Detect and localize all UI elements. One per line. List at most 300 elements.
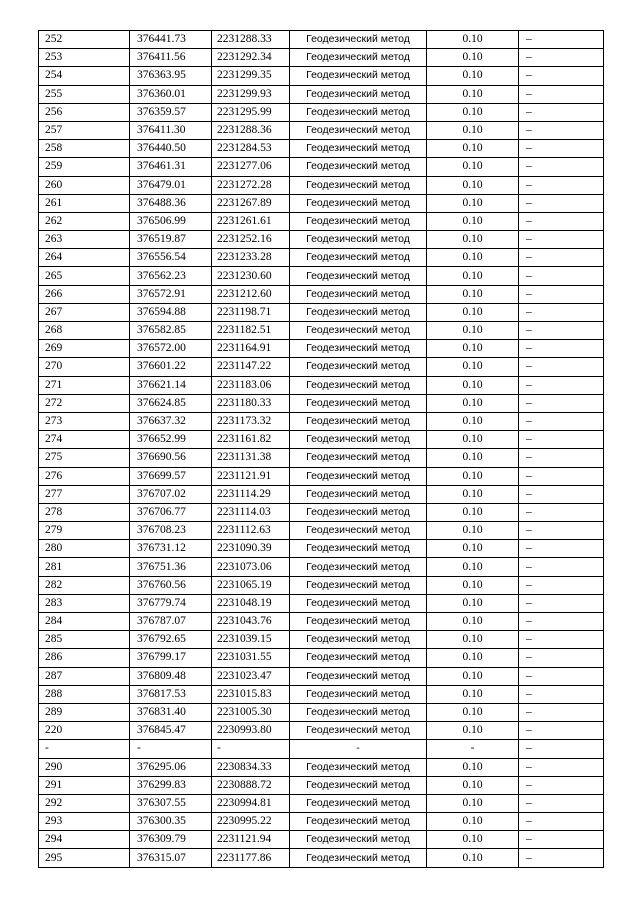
method-cell: Геодезический метод (290, 212, 427, 230)
note-cell: – (519, 158, 604, 176)
note-cell: – (519, 740, 604, 758)
point-number-cell: 256 (39, 103, 130, 121)
method-cell: Геодезический метод (290, 103, 427, 121)
y-coordinate-cell: - (212, 740, 290, 758)
x-coordinate-cell: 376751.36 (130, 558, 212, 576)
table-row (39, 67, 604, 85)
y-coordinate-cell: 2231233.28 (212, 249, 290, 267)
point-number-cell: 276 (39, 467, 130, 485)
point-number-cell: 294 (39, 831, 130, 849)
y-coordinate-cell: 2230993.80 (212, 722, 290, 740)
x-coordinate-cell: 376707.02 (130, 485, 212, 503)
method-cell: Геодезический метод (290, 431, 427, 449)
note-cell: – (519, 613, 604, 631)
y-coordinate-cell: 2231299.35 (212, 67, 290, 85)
table-row (39, 394, 604, 412)
note-cell: – (519, 431, 604, 449)
point-number-cell: 281 (39, 558, 130, 576)
y-coordinate-cell: 2231065.19 (212, 576, 290, 594)
note-cell: – (519, 576, 604, 594)
y-coordinate-cell: 2230888.72 (212, 776, 290, 794)
accuracy-cell: 0.10 (427, 303, 519, 321)
table-row (39, 431, 604, 449)
method-cell: Геодезический метод (290, 467, 427, 485)
method-cell: Геодезический метод (290, 376, 427, 394)
table-row (39, 794, 604, 812)
table-row (39, 176, 604, 194)
table-row (39, 231, 604, 249)
note-cell: – (519, 758, 604, 776)
method-cell: - (290, 740, 427, 758)
accuracy-cell: 0.10 (427, 176, 519, 194)
note-cell: – (519, 303, 604, 321)
y-coordinate-cell: 2231161.82 (212, 431, 290, 449)
accuracy-cell: 0.10 (427, 412, 519, 430)
table-row (39, 376, 604, 394)
method-cell: Геодезический метод (290, 121, 427, 139)
accuracy-cell: 0.10 (427, 285, 519, 303)
note-cell: – (519, 103, 604, 121)
point-number-cell: 283 (39, 594, 130, 612)
method-cell: Геодезический метод (290, 340, 427, 358)
x-coordinate-cell: 376809.48 (130, 667, 212, 685)
table-row (39, 121, 604, 139)
note-cell: – (519, 31, 604, 49)
point-number-cell: 282 (39, 576, 130, 594)
x-coordinate-cell: 376706.77 (130, 503, 212, 521)
x-coordinate-cell: 376411.30 (130, 121, 212, 139)
y-coordinate-cell: 2231112.63 (212, 522, 290, 540)
accuracy-cell: 0.10 (427, 503, 519, 521)
x-coordinate-cell: 376572.91 (130, 285, 212, 303)
note-cell: – (519, 267, 604, 285)
method-cell: Геодезический метод (290, 158, 427, 176)
accuracy-cell: 0.10 (427, 794, 519, 812)
x-coordinate-cell: - (130, 740, 212, 758)
y-coordinate-cell: 2231090.39 (212, 540, 290, 558)
note-cell: – (519, 522, 604, 540)
note-cell: – (519, 176, 604, 194)
point-number-cell: 263 (39, 231, 130, 249)
table-row (39, 340, 604, 358)
method-cell: Геодезический метод (290, 594, 427, 612)
y-coordinate-cell: 2231295.99 (212, 103, 290, 121)
note-cell: – (519, 449, 604, 467)
point-number-cell: 287 (39, 667, 130, 685)
y-coordinate-cell: 2231039.15 (212, 631, 290, 649)
method-cell: Геодезический метод (290, 667, 427, 685)
point-number-cell: 269 (39, 340, 130, 358)
point-number-cell: 275 (39, 449, 130, 467)
method-cell: Геодезический метод (290, 303, 427, 321)
note-cell: – (519, 594, 604, 612)
x-coordinate-cell: 376441.73 (130, 31, 212, 49)
accuracy-cell: 0.10 (427, 522, 519, 540)
method-cell: Геодезический метод (290, 503, 427, 521)
table-row (39, 558, 604, 576)
x-coordinate-cell: 376792.65 (130, 631, 212, 649)
x-coordinate-cell: 376359.57 (130, 103, 212, 121)
x-coordinate-cell: 376601.22 (130, 358, 212, 376)
method-cell: Геодезический метод (290, 794, 427, 812)
point-number-cell: 220 (39, 722, 130, 740)
accuracy-cell: 0.10 (427, 831, 519, 849)
table-row (39, 358, 604, 376)
y-coordinate-cell: 2231198.71 (212, 303, 290, 321)
table-row (39, 249, 604, 267)
method-cell: Геодезический метод (290, 267, 427, 285)
x-coordinate-cell: 376519.87 (130, 231, 212, 249)
x-coordinate-cell: 376300.35 (130, 813, 212, 831)
x-coordinate-cell: 376731.12 (130, 540, 212, 558)
point-number-cell: 292 (39, 794, 130, 812)
point-number-cell: 270 (39, 358, 130, 376)
x-coordinate-cell: 376315.07 (130, 849, 212, 867)
table-row (39, 667, 604, 685)
y-coordinate-cell: 2231114.29 (212, 485, 290, 503)
table-row (39, 703, 604, 721)
accuracy-cell: 0.10 (427, 649, 519, 667)
accuracy-cell: 0.10 (427, 576, 519, 594)
accuracy-cell: 0.10 (427, 722, 519, 740)
table-row (39, 740, 604, 758)
accuracy-cell: 0.10 (427, 158, 519, 176)
y-coordinate-cell: 2231043.76 (212, 613, 290, 631)
y-coordinate-cell: 2231147.22 (212, 358, 290, 376)
table-row (39, 449, 604, 467)
table-row (39, 503, 604, 521)
y-coordinate-cell: 2231015.83 (212, 685, 290, 703)
accuracy-cell: 0.10 (427, 322, 519, 340)
table-row (39, 649, 604, 667)
x-coordinate-cell: 376831.40 (130, 703, 212, 721)
method-cell: Геодезический метод (290, 249, 427, 267)
x-coordinate-cell: 376309.79 (130, 831, 212, 849)
point-number-cell: 267 (39, 303, 130, 321)
note-cell: – (519, 831, 604, 849)
accuracy-cell: 0.10 (427, 194, 519, 212)
x-coordinate-cell: 376363.95 (130, 67, 212, 85)
accuracy-cell: 0.10 (427, 249, 519, 267)
accuracy-cell: 0.10 (427, 121, 519, 139)
y-coordinate-cell: 2231048.19 (212, 594, 290, 612)
table-row (39, 631, 604, 649)
table-row (39, 685, 604, 703)
method-cell: Геодезический метод (290, 140, 427, 158)
x-coordinate-cell: 376799.17 (130, 649, 212, 667)
method-cell: Геодезический метод (290, 722, 427, 740)
x-coordinate-cell: 376440.50 (130, 140, 212, 158)
accuracy-cell: 0.10 (427, 667, 519, 685)
method-cell: Геодезический метод (290, 685, 427, 703)
method-cell: Геодезический метод (290, 649, 427, 667)
x-coordinate-cell: 376572.00 (130, 340, 212, 358)
accuracy-cell: 0.10 (427, 758, 519, 776)
point-number-cell: 295 (39, 849, 130, 867)
accuracy-cell: - (427, 740, 519, 758)
method-cell: Геодезический метод (290, 231, 427, 249)
method-cell: Геодезический метод (290, 67, 427, 85)
y-coordinate-cell: 2230994.81 (212, 794, 290, 812)
y-coordinate-cell: 2231272.28 (212, 176, 290, 194)
table-row (39, 758, 604, 776)
table-row (39, 412, 604, 430)
note-cell: – (519, 703, 604, 721)
x-coordinate-cell: 376461.31 (130, 158, 212, 176)
method-cell: Геодезический метод (290, 449, 427, 467)
x-coordinate-cell: 376582.85 (130, 322, 212, 340)
y-coordinate-cell: 2231277.06 (212, 158, 290, 176)
y-coordinate-cell: 2231121.94 (212, 831, 290, 849)
note-cell: – (519, 503, 604, 521)
note-cell: – (519, 722, 604, 740)
method-cell: Геодезический метод (290, 613, 427, 631)
y-coordinate-cell: 2231252.16 (212, 231, 290, 249)
accuracy-cell: 0.10 (427, 594, 519, 612)
point-number-cell: 271 (39, 376, 130, 394)
accuracy-cell: 0.10 (427, 540, 519, 558)
x-coordinate-cell: 376652.99 (130, 431, 212, 449)
table-row (39, 831, 604, 849)
method-cell: Геодезический метод (290, 176, 427, 194)
method-cell: Геодезический метод (290, 412, 427, 430)
table-row (39, 722, 604, 740)
x-coordinate-cell: 376506.99 (130, 212, 212, 230)
note-cell: – (519, 340, 604, 358)
x-coordinate-cell: 376845.47 (130, 722, 212, 740)
accuracy-cell: 0.10 (427, 376, 519, 394)
accuracy-cell: 0.10 (427, 703, 519, 721)
point-number-cell: 262 (39, 212, 130, 230)
method-cell: Геодезический метод (290, 703, 427, 721)
table-row (39, 194, 604, 212)
method-cell: Геодезический метод (290, 31, 427, 49)
method-cell: Геодезический метод (290, 322, 427, 340)
accuracy-cell: 0.10 (427, 449, 519, 467)
y-coordinate-cell: 2231288.33 (212, 31, 290, 49)
accuracy-cell: 0.10 (427, 485, 519, 503)
note-cell: – (519, 685, 604, 703)
x-coordinate-cell: 376479.01 (130, 176, 212, 194)
table-row (39, 140, 604, 158)
table-row (39, 522, 604, 540)
x-coordinate-cell: 376621.14 (130, 376, 212, 394)
point-number-cell: 254 (39, 67, 130, 85)
accuracy-cell: 0.10 (427, 67, 519, 85)
method-cell: Геодезический метод (290, 758, 427, 776)
point-number-cell: 274 (39, 431, 130, 449)
x-coordinate-cell: 376760.56 (130, 576, 212, 594)
table-row (39, 576, 604, 594)
method-cell: Геодезический метод (290, 631, 427, 649)
accuracy-cell: 0.10 (427, 558, 519, 576)
point-number-cell: 268 (39, 322, 130, 340)
note-cell: – (519, 558, 604, 576)
accuracy-cell: 0.10 (427, 431, 519, 449)
method-cell: Геодезический метод (290, 394, 427, 412)
method-cell: Геодезический метод (290, 285, 427, 303)
y-coordinate-cell: 2230995.22 (212, 813, 290, 831)
table-row (39, 303, 604, 321)
note-cell: – (519, 485, 604, 503)
accuracy-cell: 0.10 (427, 231, 519, 249)
table-row (39, 849, 604, 867)
note-cell: – (519, 140, 604, 158)
coordinates-table-body (39, 31, 604, 868)
x-coordinate-cell: 376708.23 (130, 522, 212, 540)
accuracy-cell: 0.10 (427, 849, 519, 867)
method-cell: Геодезический метод (290, 522, 427, 540)
y-coordinate-cell: 2231121.91 (212, 467, 290, 485)
method-cell: Геодезический метод (290, 831, 427, 849)
point-number-cell: 289 (39, 703, 130, 721)
method-cell: Геодезический метод (290, 85, 427, 103)
y-coordinate-cell: 2231212.60 (212, 285, 290, 303)
y-coordinate-cell: 2231182.51 (212, 322, 290, 340)
table-row (39, 540, 604, 558)
y-coordinate-cell: 2231261.61 (212, 212, 290, 230)
accuracy-cell: 0.10 (427, 467, 519, 485)
point-number-cell: 260 (39, 176, 130, 194)
accuracy-cell: 0.10 (427, 49, 519, 67)
table-row (39, 103, 604, 121)
table-row (39, 31, 604, 49)
x-coordinate-cell: 376299.83 (130, 776, 212, 794)
accuracy-cell: 0.10 (427, 613, 519, 631)
method-cell: Геодезический метод (290, 558, 427, 576)
accuracy-cell: 0.10 (427, 140, 519, 158)
note-cell: – (519, 121, 604, 139)
point-number-cell: 264 (39, 249, 130, 267)
table-row (39, 594, 604, 612)
y-coordinate-cell: 2231230.60 (212, 267, 290, 285)
note-cell: – (519, 49, 604, 67)
note-cell: – (519, 813, 604, 831)
y-coordinate-cell: 2231173.32 (212, 412, 290, 430)
method-cell: Геодезический метод (290, 540, 427, 558)
table-row (39, 85, 604, 103)
point-number-cell: 280 (39, 540, 130, 558)
note-cell: – (519, 67, 604, 85)
y-coordinate-cell: 2231031.55 (212, 649, 290, 667)
x-coordinate-cell: 376779.74 (130, 594, 212, 612)
point-number-cell: 258 (39, 140, 130, 158)
point-number-cell: 255 (39, 85, 130, 103)
note-cell: – (519, 231, 604, 249)
x-coordinate-cell: 376488.36 (130, 194, 212, 212)
note-cell: – (519, 194, 604, 212)
x-coordinate-cell: 376307.55 (130, 794, 212, 812)
y-coordinate-cell: 2231023.47 (212, 667, 290, 685)
point-number-cell: 257 (39, 121, 130, 139)
point-number-cell: 265 (39, 267, 130, 285)
table-row (39, 776, 604, 794)
point-number-cell: 261 (39, 194, 130, 212)
note-cell: – (519, 376, 604, 394)
point-number-cell: 293 (39, 813, 130, 831)
y-coordinate-cell: 2231114.03 (212, 503, 290, 521)
accuracy-cell: 0.10 (427, 85, 519, 103)
y-coordinate-cell: 2231299.93 (212, 85, 290, 103)
table-row (39, 485, 604, 503)
method-cell: Геодезический метод (290, 49, 427, 67)
point-number-cell: 259 (39, 158, 130, 176)
y-coordinate-cell: 2231183.06 (212, 376, 290, 394)
y-coordinate-cell: 2231180.33 (212, 394, 290, 412)
point-number-cell: 291 (39, 776, 130, 794)
method-cell: Геодезический метод (290, 813, 427, 831)
accuracy-cell: 0.10 (427, 358, 519, 376)
x-coordinate-cell: 376411.56 (130, 49, 212, 67)
x-coordinate-cell: 376295.06 (130, 758, 212, 776)
note-cell: – (519, 285, 604, 303)
point-number-cell: 252 (39, 31, 130, 49)
y-coordinate-cell: 2231292.34 (212, 49, 290, 67)
method-cell: Геодезический метод (290, 776, 427, 794)
x-coordinate-cell: 376562.23 (130, 267, 212, 285)
x-coordinate-cell: 376637.32 (130, 412, 212, 430)
x-coordinate-cell: 376594.88 (130, 303, 212, 321)
note-cell: – (519, 631, 604, 649)
method-cell: Геодезический метод (290, 358, 427, 376)
accuracy-cell: 0.10 (427, 631, 519, 649)
point-number-cell: - (39, 740, 130, 758)
y-coordinate-cell: 2231073.06 (212, 558, 290, 576)
coordinates-table (38, 30, 604, 868)
note-cell: – (519, 540, 604, 558)
x-coordinate-cell: 376699.57 (130, 467, 212, 485)
y-coordinate-cell: 2231131.38 (212, 449, 290, 467)
y-coordinate-cell: 2230834.33 (212, 758, 290, 776)
accuracy-cell: 0.10 (427, 776, 519, 794)
note-cell: – (519, 849, 604, 867)
point-number-cell: 266 (39, 285, 130, 303)
x-coordinate-cell: 376360.01 (130, 85, 212, 103)
table-row (39, 322, 604, 340)
point-number-cell: 284 (39, 613, 130, 631)
note-cell: – (519, 358, 604, 376)
note-cell: – (519, 394, 604, 412)
table-row (39, 467, 604, 485)
point-number-cell: 273 (39, 412, 130, 430)
point-number-cell: 288 (39, 685, 130, 703)
point-number-cell: 279 (39, 522, 130, 540)
accuracy-cell: 0.10 (427, 813, 519, 831)
table-row (39, 212, 604, 230)
method-cell: Геодезический метод (290, 849, 427, 867)
note-cell: – (519, 249, 604, 267)
point-number-cell: 253 (39, 49, 130, 67)
note-cell: – (519, 322, 604, 340)
table-row (39, 813, 604, 831)
accuracy-cell: 0.10 (427, 340, 519, 358)
note-cell: – (519, 649, 604, 667)
table-row (39, 49, 604, 67)
table-row (39, 613, 604, 631)
point-number-cell: 290 (39, 758, 130, 776)
table-row (39, 158, 604, 176)
note-cell: – (519, 85, 604, 103)
point-number-cell: 277 (39, 485, 130, 503)
note-cell: – (519, 794, 604, 812)
note-cell: – (519, 776, 604, 794)
accuracy-cell: 0.10 (427, 31, 519, 49)
x-coordinate-cell: 376787.07 (130, 613, 212, 631)
point-number-cell: 285 (39, 631, 130, 649)
table-row (39, 267, 604, 285)
point-number-cell: 286 (39, 649, 130, 667)
note-cell: – (519, 412, 604, 430)
